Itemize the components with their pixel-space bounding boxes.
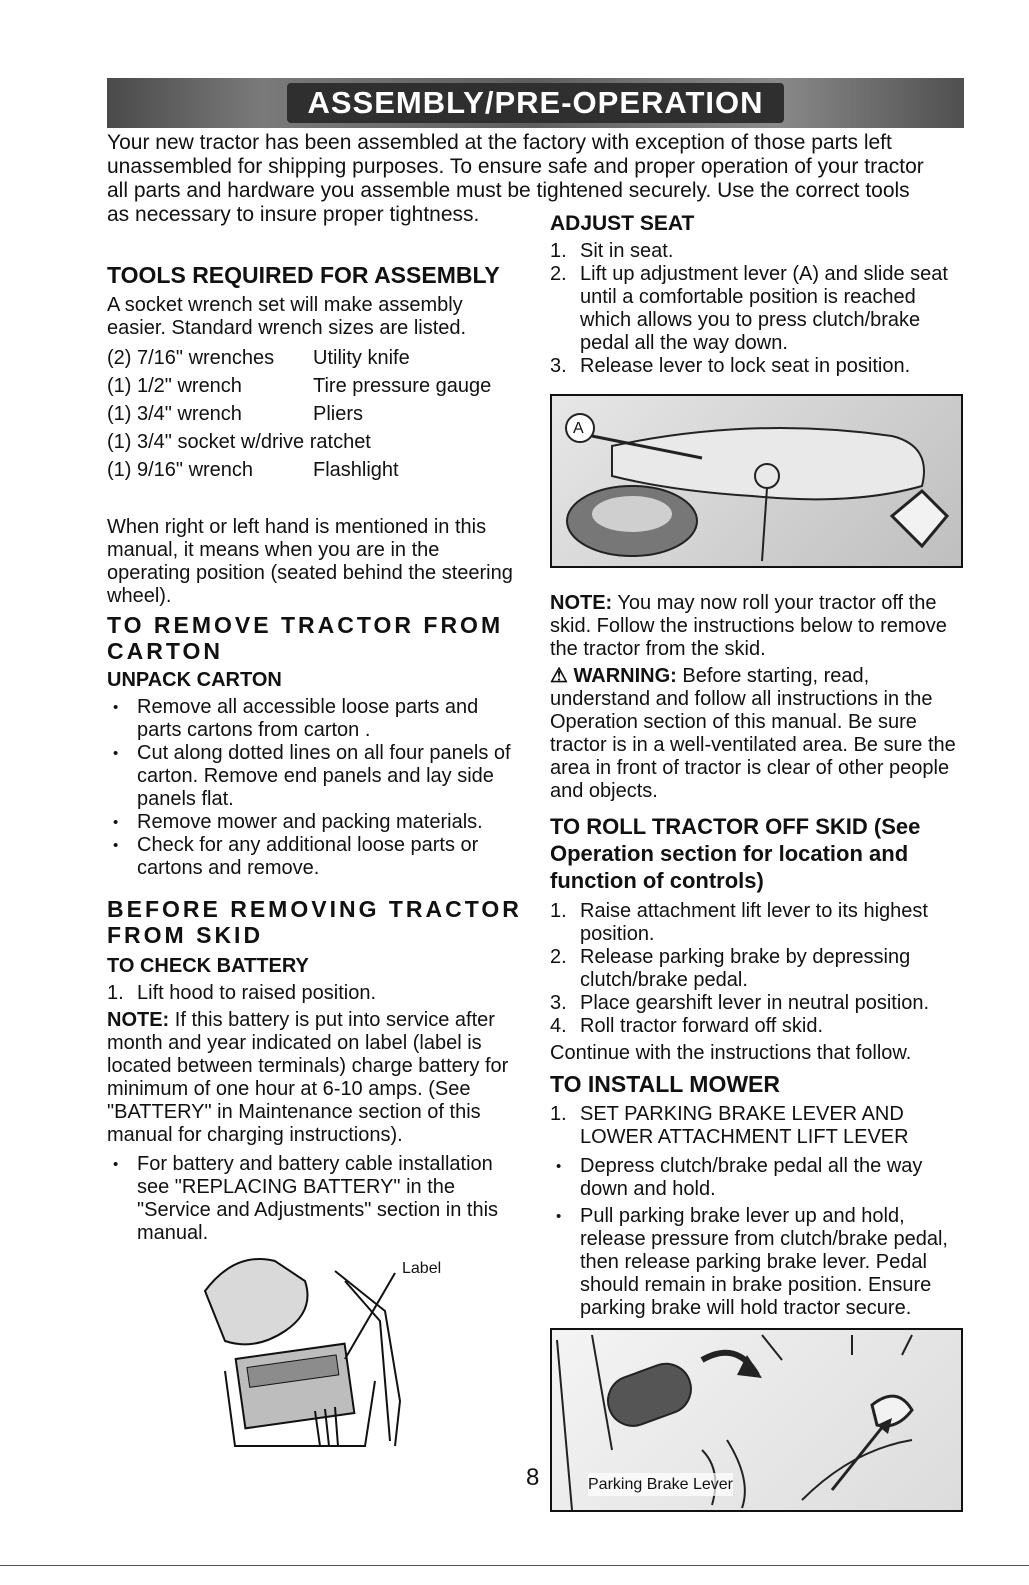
step-number: 1.	[107, 982, 124, 1004]
hand-note: When right or left hand is mentioned in this manual, it means when you are in the operating position (seated behind the steering wheel).	[107, 516, 513, 607]
step-number: 3.	[550, 992, 567, 1014]
warning-paragraph	[550, 665, 965, 803]
roll-steps	[550, 900, 965, 1038]
list-item: • Cut along dotted lines on all four panels of carton. Remove end panels and lay side panels flat.	[107, 742, 522, 811]
continue-text: Continue with the instructions that follow.	[550, 1042, 912, 1064]
list-item: • For battery and battery cable installation see "REPLACING BATTERY" in the "Service and Adjustments" section in this manual.	[107, 1153, 522, 1245]
list-item: • Depress clutch/brake pedal all the way down and hold.	[550, 1155, 965, 1201]
note-label: NOTE:	[107, 1009, 170, 1031]
step-text: Lift up adjustment lever (A) and slide seat until a comfortable position is reached which allows you to press clutch/brake pedal all the way down.	[580, 263, 948, 354]
step-number: 1.	[550, 1103, 567, 1125]
list-item	[550, 1103, 965, 1149]
intro-line: all parts and hardware you assemble must be tightened securely. Use the correct tools	[107, 179, 910, 202]
section-banner	[107, 78, 964, 128]
tools-list	[107, 344, 522, 484]
tool-name: Pliers	[313, 403, 364, 425]
list-item	[550, 240, 965, 263]
tool-name: (1) 3/4" socket w/drive ratchet	[107, 431, 371, 453]
tool-name: Flashlight	[313, 459, 399, 481]
tool-row	[107, 456, 522, 484]
figure-callout-a: A	[573, 420, 584, 437]
unpack-list	[107, 696, 522, 880]
battery-steps	[107, 982, 522, 1005]
mower-bullets	[550, 1155, 965, 1320]
mower-steps	[550, 1103, 965, 1149]
note-text: If this battery is put into service after month and year indicated on label (label is located between terminals) charge battery for minimum of one hour at 6-10 amps. (See "BATTERY" in Maintenance section of this manual for charging instructions).	[107, 1009, 509, 1146]
list-item	[107, 982, 522, 1005]
tool-name: (1) 9/16" wrench	[107, 459, 254, 481]
tool-row	[107, 372, 522, 400]
list-item: • Remove mower and packing materials.	[107, 811, 522, 834]
step-text: Lift hood to raised position.	[137, 982, 377, 1004]
list-item	[550, 355, 965, 378]
warning-text: Before starting, read, understand and follow all instructions in the Operation section of this manual. Be sure tractor is in a well-ventilated area. Be sure the area in front of tractor is clear of other people and objects.	[550, 665, 956, 802]
battery-illustration	[195, 1251, 445, 1451]
bottom-rule	[0, 1565, 1029, 1566]
intro-line: Your new tractor has been assembled at the factory with exception of those parts left	[107, 131, 892, 154]
step-number: 2.	[550, 263, 567, 285]
tools-heading: TOOLS REQUIRED FOR ASSEMBLY	[107, 262, 500, 288]
intro-line: unassembled for shipping purposes. To ensure safe and proper operation of your tractor	[107, 155, 924, 178]
unpack-subheading: UNPACK CARTON	[107, 669, 282, 691]
warning-label: WARNING:	[573, 665, 677, 687]
tool-name: (2) 7/16" wrenches	[107, 347, 275, 369]
tool-name: Tire pressure gauge	[313, 375, 492, 397]
seat-figure	[550, 394, 963, 568]
step-number: 1.	[550, 240, 567, 262]
step-text: Sit in seat.	[580, 240, 674, 262]
adjust-heading: ADJUST SEAT	[550, 212, 695, 235]
step-number: 2.	[550, 946, 567, 968]
roll-heading: TO ROLL TRACTOR OFF SKID (See Operation section for location and function of controls)	[550, 814, 921, 893]
step-number: 1.	[550, 900, 567, 922]
tools-text: A socket wrench set will make assembly easier. Standard wrench sizes are listed.	[107, 294, 467, 339]
seat-illustration	[552, 396, 961, 566]
left-column	[107, 262, 522, 1451]
adjust-steps	[550, 240, 965, 378]
tool-row	[107, 344, 522, 372]
step-text: Release lever to lock seat in position.	[580, 355, 911, 377]
step-text: Roll tractor forward off skid.	[580, 1015, 824, 1037]
tool-row	[107, 428, 522, 456]
right-column	[550, 212, 965, 1512]
note-text: You may now roll your tractor off the skid. Follow the instructions below to remove the tractor from the skid.	[550, 592, 947, 660]
battery-bullets	[107, 1153, 522, 1245]
step-text: Place gearshift lever in neutral position.	[580, 992, 930, 1014]
step-text: Raise attachment lift lever to its highest position.	[580, 900, 928, 945]
tool-name: (1) 1/2" wrench	[107, 375, 242, 397]
remove-heading: TO REMOVE TRACTOR FROM CARTON	[107, 612, 504, 664]
skid-note	[550, 592, 965, 661]
battery-subheading: TO CHECK BATTERY	[107, 955, 309, 977]
note-label: NOTE:	[550, 592, 613, 614]
list-item	[550, 900, 965, 946]
warning-icon: ⚠	[550, 665, 574, 687]
page-number: 8	[526, 1464, 540, 1491]
tool-name: Utility knife	[313, 347, 410, 369]
battery-figure	[195, 1251, 445, 1451]
tool-row	[107, 400, 522, 428]
list-item: • Remove all accessible loose parts and parts cartons from carton .	[107, 696, 522, 742]
figure-callout: Label	[402, 1260, 442, 1277]
battery-note	[107, 1009, 522, 1147]
section-title: ASSEMBLY/PRE-OPERATION	[287, 83, 783, 123]
tool-name: (1) 3/4" wrench	[107, 403, 242, 425]
step-text: SET PARKING BRAKE LEVER AND LOWER ATTACHMENT LIFT LEVER	[580, 1103, 909, 1148]
parking-brake-figure	[550, 1328, 963, 1512]
list-item: • Pull parking brake lever up and hold, release pressure from clutch/brake pedal, then release parking brake lever. Pedal should remain in brake position. Ensure parking brake will hold tractor secure.	[550, 1205, 965, 1320]
mower-heading: TO INSTALL MOWER	[550, 1071, 780, 1097]
step-text: Release parking brake by depressing clutch/brake pedal.	[580, 946, 911, 991]
figure-callout: Parking Brake Lever	[588, 1473, 733, 1496]
list-item	[550, 992, 965, 1015]
intro-line: as necessary to insure proper tightness.	[107, 203, 480, 226]
list-item	[550, 1015, 965, 1038]
list-item: • Check for any additional loose parts or cartons and remove.	[107, 834, 522, 880]
step-number: 3.	[550, 355, 567, 377]
step-number: 4.	[550, 1015, 567, 1037]
list-item	[550, 946, 965, 992]
list-item	[550, 263, 965, 355]
before-heading: BEFORE REMOVING TRACTOR FROM SKID	[107, 896, 522, 948]
